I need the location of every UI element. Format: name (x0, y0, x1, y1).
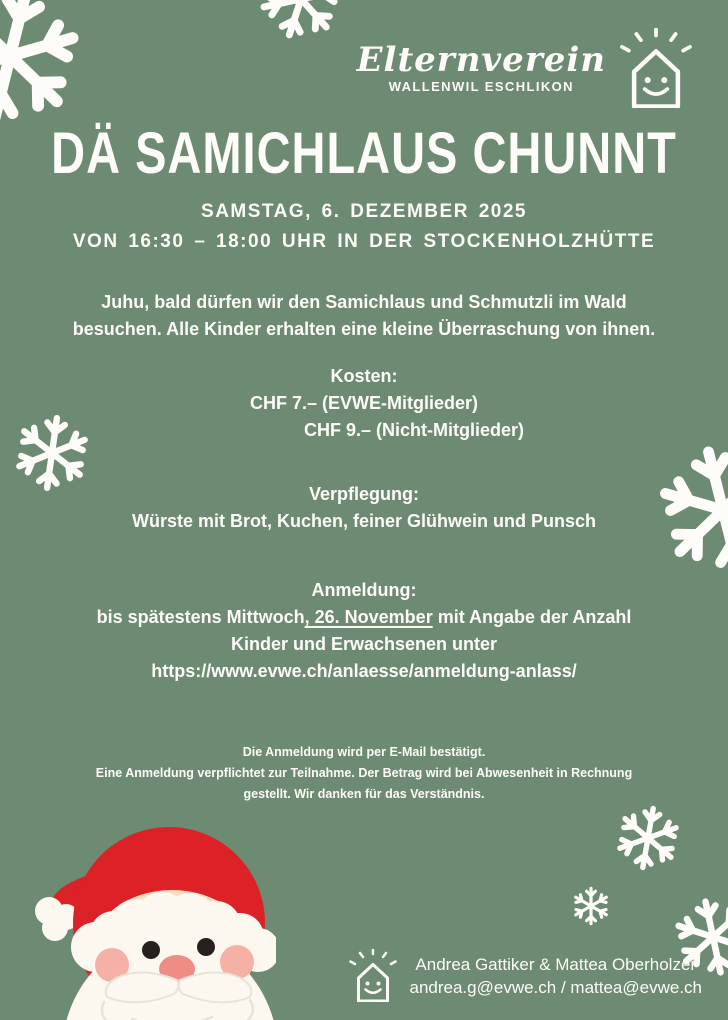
event-schedule (0, 197, 728, 257)
registration-url: https://www.evwe.ch/anlaesse/anmeldung-anlass/ (151, 661, 577, 681)
event-date: SAMSTAG, 6. DEZEMBER 2025 (201, 201, 527, 222)
cost-non-member: CHF 9.– (Nicht-Mitglieder) (303, 420, 524, 440)
contact-text (410, 953, 703, 999)
association-logo (357, 28, 694, 108)
registration-deadline (0, 604, 728, 631)
intro-line: besuchen. Alle Kinder erhalten eine kleine Überraschung von ihnen. (72, 319, 656, 339)
santa-face-illustration (14, 816, 276, 1020)
event-time-place: VON 16:30 – 18:00 UHR IN DER STOCKENHOLZHÜTTE (72, 231, 656, 252)
snowflake-icon (571, 886, 611, 926)
fine-print (0, 742, 728, 805)
page-title: DÄ SAMICHLAUS CHUNNT (51, 119, 677, 186)
snowflake-icon (609, 799, 688, 878)
registration-heading: Anmeldung: (311, 580, 417, 600)
fine-print-line: gestellt. Wir danken für das Verständnis. (243, 787, 485, 801)
fine-print-line: Eine Anmeldung verpflichtet zur Teilnahme. Der Betrag wird bei Abwesenheit in Rechnung (95, 766, 633, 780)
cost-heading: Kosten: (330, 366, 398, 386)
contact-block (348, 949, 703, 1002)
catering-heading: Verpflegung: (308, 484, 419, 504)
logo-text (356, 39, 606, 94)
cost-section (0, 363, 728, 444)
logo-location: WALLENWIL ESCHLIKON (388, 78, 574, 94)
deadline-date: , 26. November (304, 607, 433, 627)
registration-audience: Kinder und Erwachsenen unter (230, 634, 498, 654)
catering-section (0, 481, 728, 535)
fine-print-line: Die Anmeldung wird per E-Mail bestätigt. (242, 745, 486, 759)
cost-member: CHF 7.– (EVWE-Mitglieder) (249, 393, 478, 413)
deadline-suffix: mit Angabe der Anzahl (432, 607, 632, 627)
catering-items: Würste mit Brot, Kuchen, feiner Glühwein und Punsch (131, 511, 597, 531)
intro-paragraph (0, 289, 728, 343)
logo-name: Elternverein (356, 39, 606, 80)
snowflake-icon (247, 0, 355, 53)
contact-names: Andrea Gattiker & Mattea Oberholzer (415, 954, 697, 974)
house-smile-icon (348, 949, 398, 1002)
deadline-prefix: bis spätestens Mittwoch (96, 607, 305, 627)
intro-line: Juhu, bald dürfen wir den Samichlaus und Schmutzli im Wald (101, 292, 627, 312)
registration-section (0, 577, 728, 685)
house-smile-icon (618, 28, 694, 108)
contact-emails: andrea.g@evwe.ch / mattea@evwe.ch (409, 977, 702, 997)
